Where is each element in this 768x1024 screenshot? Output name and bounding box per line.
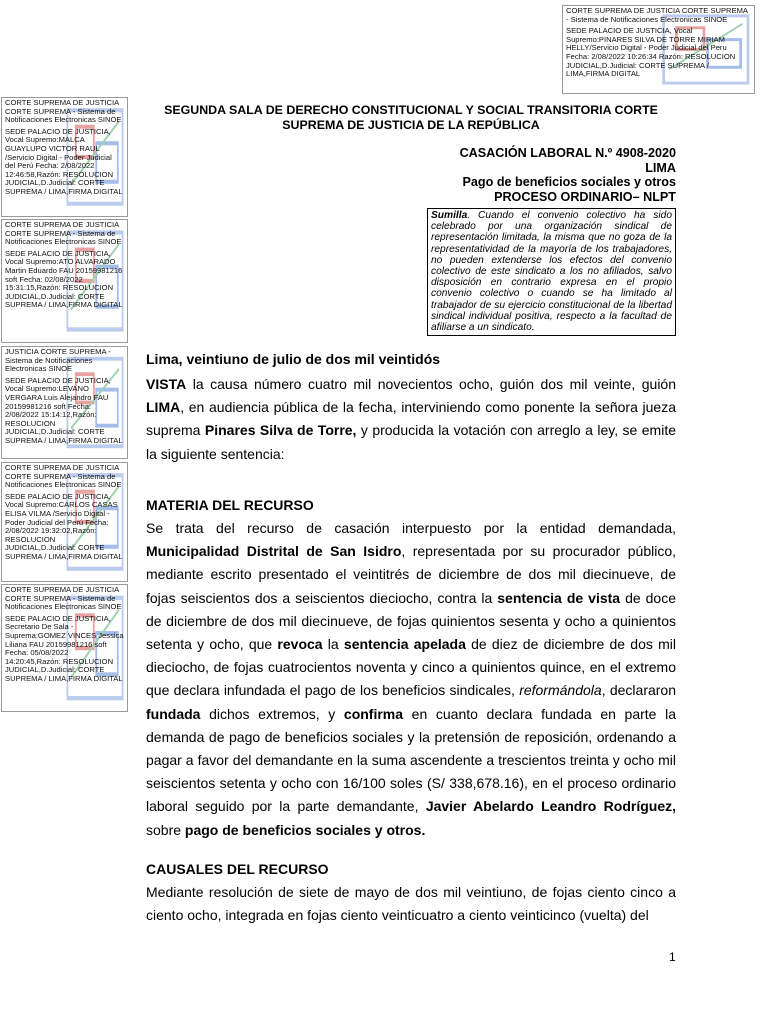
bold-text: pago de beneficios sociales y otros. [184,821,426,838]
sumilla-text: . Cuando el convenio colectivo ha sido celebrado por una organización sindical de representación limitada, la misma que no goza de la representatividad de la mayoría de los trabajadores, no pueden extenderse los efectos del convenio colectivo de este sindicato a los no afiliados, salvo disposición en contrario expresa en el propio convenio colectivo o cuando se ha limitado al trabajador de su ejercicio constitucional de la libertad sindical individual positiva, respecto a la facultad de afiliarse a un sindicato. [431,210,672,334]
digital-signature-stamp [1,346,128,459]
signature-header: CORTE SUPREMA DE JUSTICIA CORTE SUPREMA - Sistema de Notificaciones Electronicas SINOE [5,220,122,247]
bold-text: LIMA [146,399,181,416]
signature-header: JUSTICIA CORTE SUPREMA - Sistema de Notificaciones Electronicas SINOE [5,347,111,374]
sumilla-box [427,208,676,336]
signature-header: CORTE SUPREMA DE JUSTICIA CORTE SUPREMA - Sistema de Notificaciones Electronicas SINOE [5,585,122,612]
bold-text: VISTA [146,376,187,392]
bold-text: sentencia de vista [497,589,621,606]
bold-text: Pinares Silva de Torre, [204,422,357,439]
digital-signature-stamp [1,97,128,217]
causales-heading: CAUSALES DEL RECURSO [146,861,329,877]
case-number: CASACIÓN LABORAL N.º 4908-2020 [459,146,676,160]
date-line: Lima, veintiuno de julio de dos mil veintidós [146,351,441,367]
signature-details: SEDE PALACIO DE JUSTICIA, Vocal Supremo:CARLOS CASAS ELISA VILMA /Servicio Digital - Poder Judicial del Perú Fecha: 2/08/2022 19:32:02,Razón: RESOLUCION JUDICIAL,D.Judicial: CORTE SUPREMA / LIMA,FIRMA DIGITAL [5,491,123,561]
text: , en audiencia pública de la fecha, interviniendo como ponente la señora jueza suprema [146,399,676,439]
text: en cuanto declara fundada en parte la demanda de pago de beneficios sociales y la pretensión de reposición, ordenando a pagar a favor del demandante en la suma ascendente a trescientos treinta y ocho mil seiscientos setenta y ocho con 16/100 soles (S/ 338,678.16), en el proceso ordinario laboral seguido por la parte demandante, [146,705,676,815]
digital-signature-stamp [1,219,128,343]
signature-header: CORTE SUPREMA DE JUSTICIA CORTE SUPREMA - Sistema de Notificaciones Electronicas SINOE [5,463,122,490]
page-number: 1 [669,950,676,964]
text: de doce de diciembre de dos mil diecinueve, de fojas quinientos sesenta y ocho a quinientos setenta y ocho, que [146,589,676,653]
case-subject: Pago de beneficios sociales y otros [462,175,676,189]
italic-text: reformándola [519,682,602,699]
bold-text: Javier Abelardo Leandro Rodríguez, [425,798,676,815]
signature-header: CORTE SUPREMA DE JUSTICIA CORTE SUPREMA - Sistema de Notificaciones Electronicas SINOE [566,6,748,24]
text: , declararon [601,682,677,699]
text: , representada por su procurador público, mediante escrito presentado el veintitrés de diciembre de dos mil diecinueve, de fojas seiscientos dos a seiscientos dieciocho, contra la [146,543,676,606]
text: Se trata del recurso de casación interpuesto por la entidad demandada, [146,520,676,536]
materia-heading: MATERIA DEL RECURSO [146,497,314,513]
bold-text: fundada [146,705,201,722]
case-header [380,146,676,204]
sumilla-label: Sumilla [431,210,468,221]
signature-details: SEDE PALACIO DE JUSTICIA, Vocal Supremo:PINARES SILVA DE TORRE MIRIAM HELLY/Servicio Digital - Poder Judicial del Peru Fecha: 2/08/2022 10:26:34 Razón: RESOLUCION JUDICIAL,D.Judicial: CORTE SUPREMA / LIMA,FIRMA DIGITAL [566,26,736,79]
text: la [322,636,344,653]
materia-paragraph [146,517,676,842]
bold-text: sentencia apelada [343,636,466,653]
signature-details: SEDE PALACIO DE JUSTICIA, Vocal Supremo:LEVANO VERGARA Luis Alejandro FAU 20159981216 soft Fecha: 2/08/2022 15:14:12,Razón: RESOLUCION JUDICIAL,D.Judicial: CORTE SUPREMA / LIMA,FIRMA DIGITAL [5,375,123,445]
vista-paragraph [146,373,676,466]
causales-paragraph: Mediante resolución de siete de mayo de dos mil veintiuno, de fojas ciento cinco a ciento ocho, integrada en fojas ciento veinticuatro a ciento veinticinco (vuelta) del [146,884,676,924]
signature-details: SEDE PALACIO DE JUSTICIA, Vocal Supremo:ATO ALVARADO Martin Eduardo FAU 20159981216 soft Fecha: 02/08/2022 15:31:15,Razón: RESOLUCION JUDICIAL,D.Judicial: CORTE SUPREMA / LIMA,FIRMA DIGITAL [5,248,123,310]
digital-signature-stamp [1,462,128,582]
text: de diez de diciembre de dos mil dieciocho, de fojas cuatrocientos noventa y cinco a quinientos quince, en el extremo que declara infundada el pago de los beneficios sindicales, [146,636,676,699]
bold-text: revoca [277,636,323,653]
bold-text: Municipalidad Distrital de San Isidro [146,543,402,560]
court-title: SEGUNDA SALA DE DERECHO CONSTITUCIONAL Y SOCIAL TRANSITORIA CORTE SUPREMA DE JUSTICIA DE LA REPÚBLICA [164,103,658,132]
case-process: PROCESO ORDINARIO– NLPT [494,189,676,204]
text: y producida la votación con arreglo a ley, se emite la siguiente sentencia: [146,422,676,462]
text: dichos extremos, y [200,705,344,722]
signature-details: SEDE PALACIO DE JUSTICIA, Vocal Supremo:MALCA GUAYLUPO VICTOR RAUL /Servicio Digital - Poder Judicial del Perú Fecha: 2/08/2022 12:46:58,Razón: RESOLUCION JUDICIAL,D.Judicial: CORTE SUPREMA / LIMA,FIRMA DIGITAL [5,126,123,196]
text: la causa número cuatro mil novecientos ocho, guión dos mil veinte, guión [186,376,676,392]
bold-text: confirma [343,705,404,722]
digital-signature-stamp-top [562,5,755,94]
digital-signature-stamp [1,584,128,712]
signature-header: CORTE SUPREMA DE JUSTICIA CORTE SUPREMA - Sistema de Notificaciones Electronicas SINOE [5,98,122,125]
case-location: LIMA [645,160,676,175]
text: sobre [146,821,185,838]
signature-details: SEDE PALACIO DE JUSTICIA, Secretario De Sala - Suprema:GOMEZ VINCES Jessica Liliana FAU 20159981216 soft Fecha: 05/08/2022 14:20:45,Razón: RESOLUCION JUDICIAL,D.Judicial: CORTE SUPREMA / LIMA,FIRMA DIGITAL [5,613,124,683]
